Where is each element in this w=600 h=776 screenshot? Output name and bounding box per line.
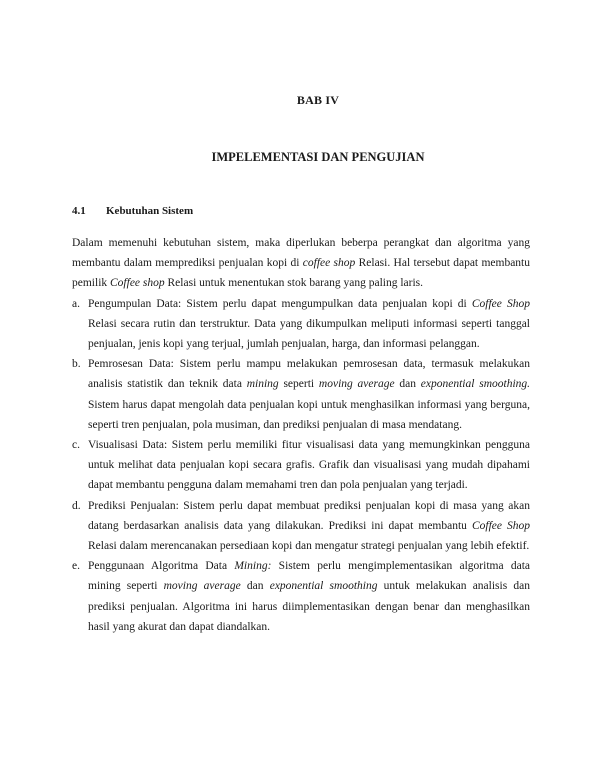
list-item <box>72 294 530 355</box>
list-item <box>72 556 530 637</box>
requirements-list <box>72 294 530 637</box>
item-text: Sistem harus dapat mengolah data penjualan kopi untuk menghasilkan informasi yang berguna, seperti tren penjualan, pola musiman, dan prediksi penjualan di masa mendatang. <box>88 398 530 431</box>
list-item <box>72 496 530 557</box>
intro-italic-2: Coffee shop <box>110 277 165 290</box>
item-italic: moving average <box>318 378 395 391</box>
intro-text-3: Relasi untuk menentukan stok barang yang paling laris. <box>164 277 424 290</box>
list-marker: b. <box>72 358 81 371</box>
item-italic: Mining: <box>234 560 272 573</box>
item-text: Penggunaan Algoritma Data <box>88 560 235 573</box>
item-text: untuk melakukan analisis dan prediksi penjualan. Algoritma ini harus diimplementasikan dengan benar dan menghasilkan hasil yang akurat dan dapat diandalkan. <box>88 580 530 633</box>
chapter-title: IMPELEMENTASI DAN PENGUJIAN <box>211 150 425 164</box>
item-text: Pemrosesan Data: Sistem perlu mampu melakukan pemrosesan data, termasuk melakukan analisis statistik dan teknik data <box>88 358 530 391</box>
section-content <box>72 233 530 637</box>
list-marker: e. <box>72 560 80 573</box>
item-text: Prediksi Penjualan: Sistem perlu dapat membuat prediksi penjualan kopi di masa yang akan datang berdasarkan analisis data yang dilakukan. Prediksi ini dapat membantu <box>88 499 530 532</box>
list-marker: a. <box>72 297 80 310</box>
intro-text-2: Relasi. Hal tersebut dapat membantu pemilik <box>72 257 531 290</box>
section-number: 4.1 <box>72 205 86 217</box>
item-text: seperti <box>278 378 319 391</box>
intro-italic-1: coffee shop <box>302 257 356 270</box>
item-italic: exponential smoothing. <box>420 378 531 391</box>
item-text: Pengumpulan Data: Sistem perlu dapat mengumpulkan data penjualan kopi di <box>88 297 472 310</box>
item-text: Relasi dalam merencanakan persediaan kopi dan mengatur strategi penjualan yang lebih efektif. <box>88 540 530 553</box>
intro-text-1: Dalam memenuhi kebutuhan sistem, maka diperlukan beberpa perangkat dan algoritma yang membantu dalam memprediksi penjualan kopi di <box>72 237 530 270</box>
item-text: Relasi secara rutin dan terstruktur. Data yang dikumpulkan meliputi informasi seperti tanggal penjualan, jenis kopi yang terjual, jumlah penjualan, harga, dan informasi pelanggan. <box>88 317 530 351</box>
item-italic: Coffee Shop <box>471 519 530 532</box>
item-italic: mining <box>246 378 279 391</box>
item-italic: exponential smoothing <box>269 580 378 593</box>
item-text: dan <box>394 378 421 391</box>
list-marker: c. <box>72 439 80 452</box>
item-text: Sistem perlu mengimplementasikan algoritma data mining seperti <box>88 560 530 593</box>
list-marker: d. <box>72 499 81 512</box>
section-heading <box>72 205 193 217</box>
item-text: dan <box>240 580 270 593</box>
chapter-heading: BAB IV <box>296 93 340 107</box>
list-item <box>72 435 530 496</box>
intro-paragraph <box>72 233 530 294</box>
section-title: Kebutuhan Sistem <box>106 205 194 217</box>
item-italic: Coffee Shop <box>471 297 531 310</box>
item-italic: moving average <box>163 580 241 593</box>
list-item <box>72 354 530 435</box>
item-text: Visualisasi Data: Sistem perlu memiliki fitur visualisasi data yang memungkinkan pengguna untuk melihat data penjualan kopi secara grafis. Grafik dan visualisasi yang mudah dipahami dapat membantu pengguna dalam memahami tren dan pola penjualan yang terjadi. <box>88 439 530 492</box>
